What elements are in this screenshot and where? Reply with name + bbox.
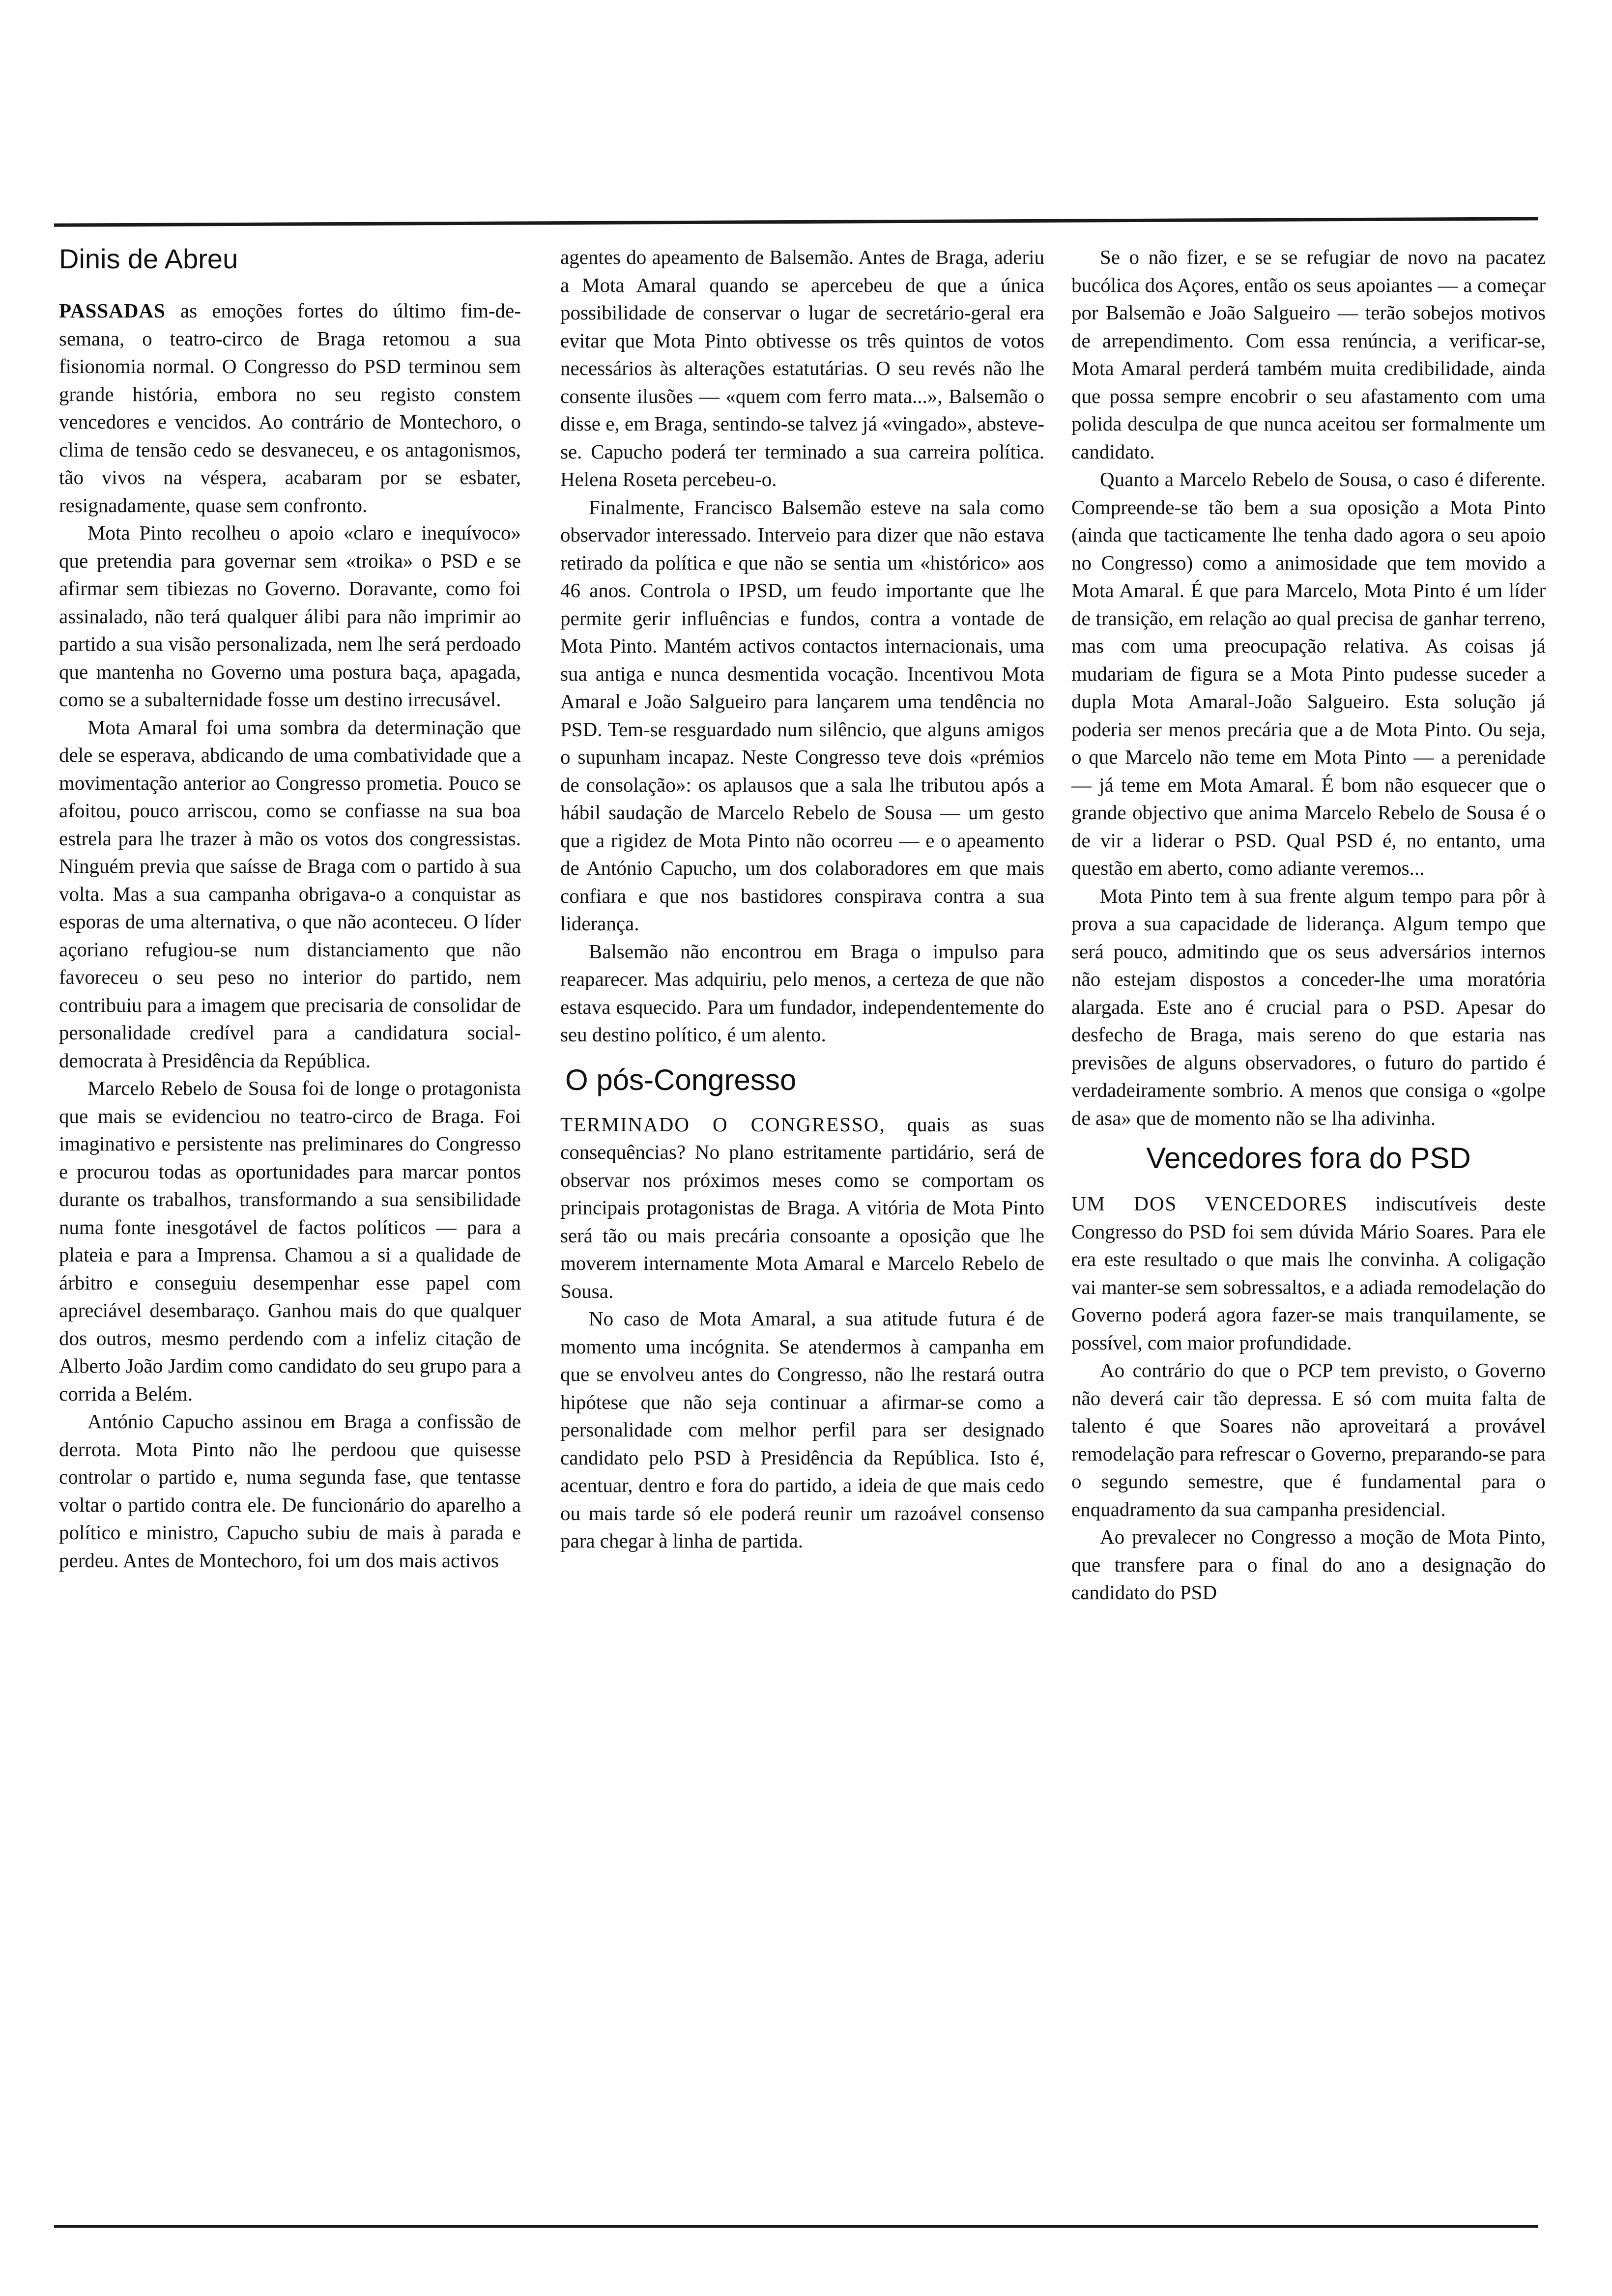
paragraph: Ao contrário do que o PCP tem previsto, o Governo não deverá cair tão depressa. E só com muita falta de talento é que Soares não aproveitará a provável remodelação para refrescar o Governo, preparando-se para o segundo semestre, que é fundamental para o enquadramento da sua campanha presidencial. (1071, 1359, 1546, 1521)
subheading: Vencedores fora do PSD (1146, 1142, 1471, 1175)
paragraph: agentes do apeamento de Balsemão. Antes de Braga, aderiu a Mota Amaral quando se apercebeu de que a única possibilidade de conservar o lugar de secretário-geral era evitar que Mota Pinto obtivesse os três quintos de votos necessários às alterações estatutárias. O seu revés não lhe consente ilusões — «quem com ferro mata...», Balsemão o disse e, em Braga, sentindo-se talvez já «vingado», absteve-se. Capucho poderá ter terminado a sua carreira política. Helena Roseta percebeu-o. (560, 246, 1044, 490)
paragraph: No caso de Mota Amaral, a sua atitude futura é de momento uma incógnita. Se atendermos à campanha em que se envolveu antes do Congresso, não lhe restará outra hipótese que não seja continuar a afirmar-se como a personalidade com melhor perfil para ser designado candidato pelo PSD à Presidência da República. Isto é, acentuar, dentro e fora do partido, a ideia de que mais cedo ou mais tarde só ele poderá reunir um razoável consenso para chegar à linha de partida. (560, 1307, 1044, 1552)
paragraph: António Capucho assinou em Braga a confissão de derrota. Mota Pinto não lhe perdoou que quisesse controlar o partido e, numa segunda fase, que tentasse voltar o partido contra ele. De funcionário do aparelho a político e ministro, Capucho subiu de mais à parada e perdeu. Antes de Montechoro, foi um dos mais activos (59, 1410, 521, 1572)
lead-in: PASSADAS (59, 299, 166, 322)
column-1 (59, 243, 521, 1574)
paragraph: Mota Pinto tem à sua frente algum tempo para pôr à prova a sua capacidade de liderança. Algum tempo que será pouco, admitindo que os seus adversários internos não estejam dispostos a conceder-lhe uma moratória alargada. Este ano é crucial para o PSD. Apesar do desfecho de Braga, mais sereno do que estaria nas previsões de alguns observadores, o futuro do partido é verdadeiramente sombrio. A menos que consiga o «golpe de asa» que de momento não se lha adivinha. (1071, 884, 1546, 1129)
paragraph: PASSADAS as emoções fortes do último fim-de-semana, o teatro-circo de Braga retomou a sua fisionomia normal. O Congresso do PSD terminou sem grande história, embora no seu registo constem vencedores e vencidos. Ao contrário de Montechoro, o clima de tensão cedo se desvaneceu, e os antagonismos, tão vivos na véspera, acabaram por se esbater, resignadamente, quase sem confronto. (59, 299, 521, 517)
lead-in: UM DOS VENCEDORES (1071, 1192, 1348, 1215)
paragraph: Mota Pinto recolheu o apoio «claro e inequívoco» que pretendia para governar sem «troika» o PSD e se afirmar sem tibiezas no Governo. Doravante, como foi assinalado, não terá qualquer álibi para não imprimir ao partido a sua visão personalizada, nem lhe será perdoado que mantenha no Governo uma postura baça, apagada, como se a subalternidade fosse um destino irrecusável. (59, 521, 521, 711)
paragraph: UM DOS VENCEDORES indiscutíveis deste Congresso do PSD foi sem dúvida Mário Soares. Para ele era este resultado o que mais lhe convinha. A coligação vai manter-se sem sobressaltos, e a adiada remodelação do Governo poderá agora fazer-se mais tranquilamente, se possível, com maior profundidade. (1071, 1192, 1546, 1354)
bottom-rule (54, 2225, 1538, 2228)
lead-in: TERMINADO O CONGRESSO, (560, 1113, 886, 1136)
paragraph: Ao prevalecer no Congresso a moção de Mota Pinto, que transfere para o final do ano a designação do candidato do PSD (1071, 1525, 1546, 1604)
paragraph: Quanto a Marcelo Rebelo de Sousa, o caso é diferente. Compreende-se tão bem a sua oposição a Mota Pinto (ainda que tacticamente lhe tenha dado agora o seu apoio no Congresso) como a animosidade que tem movido a Mota Amaral. É que para Marcelo, Mota Pinto é um líder de transição, em relação ao qual precisa de ganhar terreno, mas com uma preocupação relativa. As coisas já mudariam de figura se a Mota Pinto pudesse suceder a dupla Mota Amaral-João Salgueiro. Esta solução já poderia ser menos precária que a de Mota Pinto. Ou seja, o que Marcelo não teme em Mota Pinto — a perenidade — já teme em Mota Amaral. É bom não esquecer que o grande objectivo que anima Marcelo Rebelo de Sousa é o de vir a liderar o PSD. Qual PSD é, no entanto, uma questão em aberto, como adiante veremos... (1071, 468, 1546, 879)
subheading: O pós-Congresso (565, 1063, 797, 1096)
paragraph: Balsemão não encontrou em Braga o impulso para reaparecer. Mas adquiriu, pelo menos, a certeza de que não estava esquecido. Para um fundador, independentemente do seu destino político, é um alento. (560, 940, 1044, 1046)
paragraph: TERMINADO O CONGRESSO, quais as suas consequências? No plano estritamente partidário, será de observar nos próximos meses como se comportam os principais protagonistas de Braga. A vitória de Mota Pinto será tão ou mais precária consoante a oposição que lhe moverem internamente Mota Amaral e Marcelo Rebelo de Sousa. (560, 1113, 1045, 1302)
paragraph: Marcelo Rebelo de Sousa foi de longe o protagonista que mais se evidenciou no teatro-circo de Braga. Foi imaginativo e persistente nas preliminares do Congresso e procurou todas as oportunidades para marcar pontos durante os trabalhos, transformando a sua sensibilidade numa fonte inesgotável de factos políticos — para a plateia e para a Imprensa. Chamou a si a qualidade de árbitro e conseguiu desempenhar esse papel com apreciável desembaraço. Ganhou mais do que qualquer dos outros, mesmo perdendo com a infeliz citação de Alberto João Jardim como candidato do seu grupo para a corrida a Belém. (59, 1077, 521, 1405)
byline: Dinis de Abreu (59, 243, 238, 274)
column-2 (560, 243, 1044, 1555)
paragraph: Mota Amaral foi uma sombra da determinação que dele se esperava, abdicando de uma combatividade que a movimentação anterior ao Congresso prometia. Pouco se afoitou, pouco arriscou, como se confiasse na sua boa estrela para lhe trazer à mão os votos dos congressistas. Ninguém previa que saísse de Braga com o partido à sua volta. Mas a sua campanha obrigava-o a conquistar as esporas de uma alternativa, o que não aconteceu. O líder açoriano refugiou-se num distanciamento que não favoreceu o seu peso no interior do partido, nem contribuiu para a imagem que precisaria de consolidar de personalidade credível para a candidatura social-democrata à Presidência da República. (59, 716, 521, 1072)
top-rule (54, 217, 1538, 227)
paragraph: Se o não fizer, e se se refugiar de novo na pacatez bucólica dos Açores, então os seus apoiantes — a começar por Balsemão e João Salgueiro — terão sobejos motivos de arrependimento. Com essa renúncia, a verificar-se, Mota Amaral perderá também muita credibilidade, ainda que possa sempre encobrir o seu afastamento com uma polida desculpa de que nunca aceitou ser formalmente um candidato. (1071, 246, 1546, 463)
paragraph: Finalmente, Francisco Balsemão esteve na sala como observador interessado. Interveio para dizer que não estava retirado da política e que não se sentia um «histórico» aos 46 anos. Controla o IPSD, um feudo importante que lhe permite gerir influências e fundos, contra a vontade de Mota Pinto. Mantém activos contactos internacionais, uma sua antiga e nunca desmentida vocação. Incentivou Mota Amaral e João Salgueiro para lançarem uma tendência no PSD. Tem-se resguardado num silêncio, que alguns amigos o supunham incapaz. Neste Congresso teve dois «prémios de consolação»: os aplausos que a sala lhe tributou após a hábil saudação de Marcelo Rebelo de Sousa — um gesto que a rigidez de Mota Pinto não ocorreu — e o apeamento de António Capucho, um dos colaboradores em que mais confiara e que nos bastidores conspirava contra a sua liderança. (560, 495, 1044, 935)
column-3 (1071, 243, 1546, 1607)
